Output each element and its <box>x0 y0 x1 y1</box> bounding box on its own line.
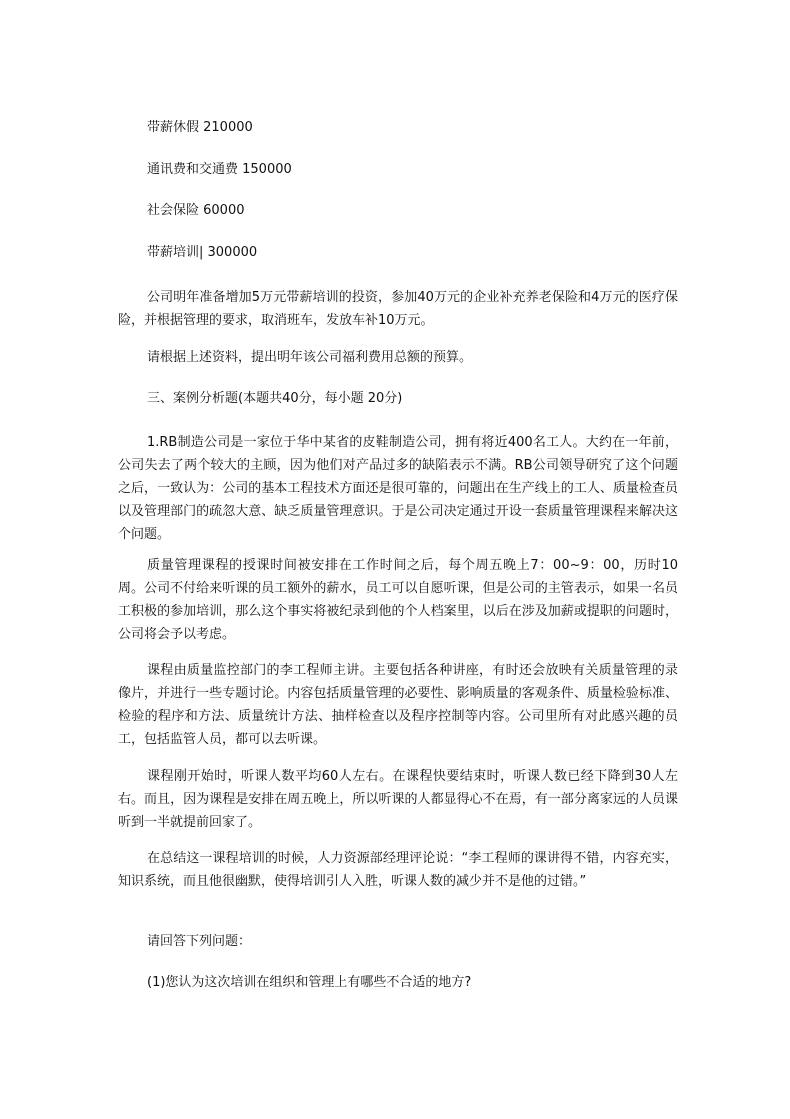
case-paragraph-2: 质量管理课程的授课时间被安排在工作时间之后，每个周五晚上7：00~9：00，历时10周。公司不付给来听课的员工额外的薪水，员工可以自愿听课，但是公司的主管表示，如果一名员工积极的参加培训，那么这个事实将被纪录到他的个人档案里，以后在涉及加薪或提职的问题时，公司将会予以考虑。 <box>118 558 678 642</box>
case-paragraph-4: 课程刚开始时，听课人数平均60人左右。在课程快要结束时，听课人数已经下降到30人左右。而且，因为课程是安排在周五晚上，所以听课的人都显得心不在焉，有一部分离家远的人员课听到一半就提前回家了。 <box>118 769 678 830</box>
plan-paragraph: 公司明年准备增加5万元带薪培训的投资，参加40万元的企业补充养老保险和4万元的医疗保险，并根据管理的要求，取消班车，发放车补10万元。 <box>118 290 678 328</box>
item-communication-transport: 通讯费和交通费 150000 <box>147 162 292 177</box>
question-1: (1)您认为这次培训在组织和管理上有哪些不合适的地方? <box>147 975 472 990</box>
item-paid-leave: 带薪休假 210000 <box>147 120 253 135</box>
section-title: 三、案例分析题(本题共40分，每小题 20分) <box>147 391 403 406</box>
case-paragraph-5: 在总结这一课程培训的时候，人力资源部经理评论说：“李工程师的课讲得不错，内容充实，知识系统，而且他很幽默，使得培训引人入胜，听课人数的减少并不是他的过错。” <box>118 851 678 889</box>
item-social-insurance: 社会保险 60000 <box>147 203 245 218</box>
case-paragraph-1: 1.RB制造公司是一家位于华中某省的皮鞋制造公司，拥有将近400名工人。大约在一年前，公司失去了两个较大的主顾，因为他们对产品过多的缺陷表示不满。RB公司领导研究了这个问题之后，一致认为：公司的基本工程技术方面还是很可靠的，问题出在生产线上的工人、质量检查员以及管理部门的疏忽大意、缺乏质量管理意识。于是公司决定通过开设一套质量管理课程来解决这个问题。 <box>118 435 678 542</box>
budget-question: 请根据上述资料，提出明年该公司福利费用总额的预算。 <box>147 350 473 365</box>
item-paid-training: 带薪培训| 300000 <box>147 245 258 260</box>
case-paragraph-3: 课程由质量监控部门的李工程师主讲。主要包括各种讲座，有时还会放映有关质量管理的录像片，并进行一些专题讨论。内容包括质量管理的必要性、影响质量的客观条件、质量检验标准、检验的程序和方法、质量统计方法、抽样检查以及程序控制等内容。公司里所有对此感兴趣的员工，包括监管人员，都可以去听课。 <box>118 663 678 747</box>
answer-prompt: 请回答下列问题： <box>147 934 252 949</box>
